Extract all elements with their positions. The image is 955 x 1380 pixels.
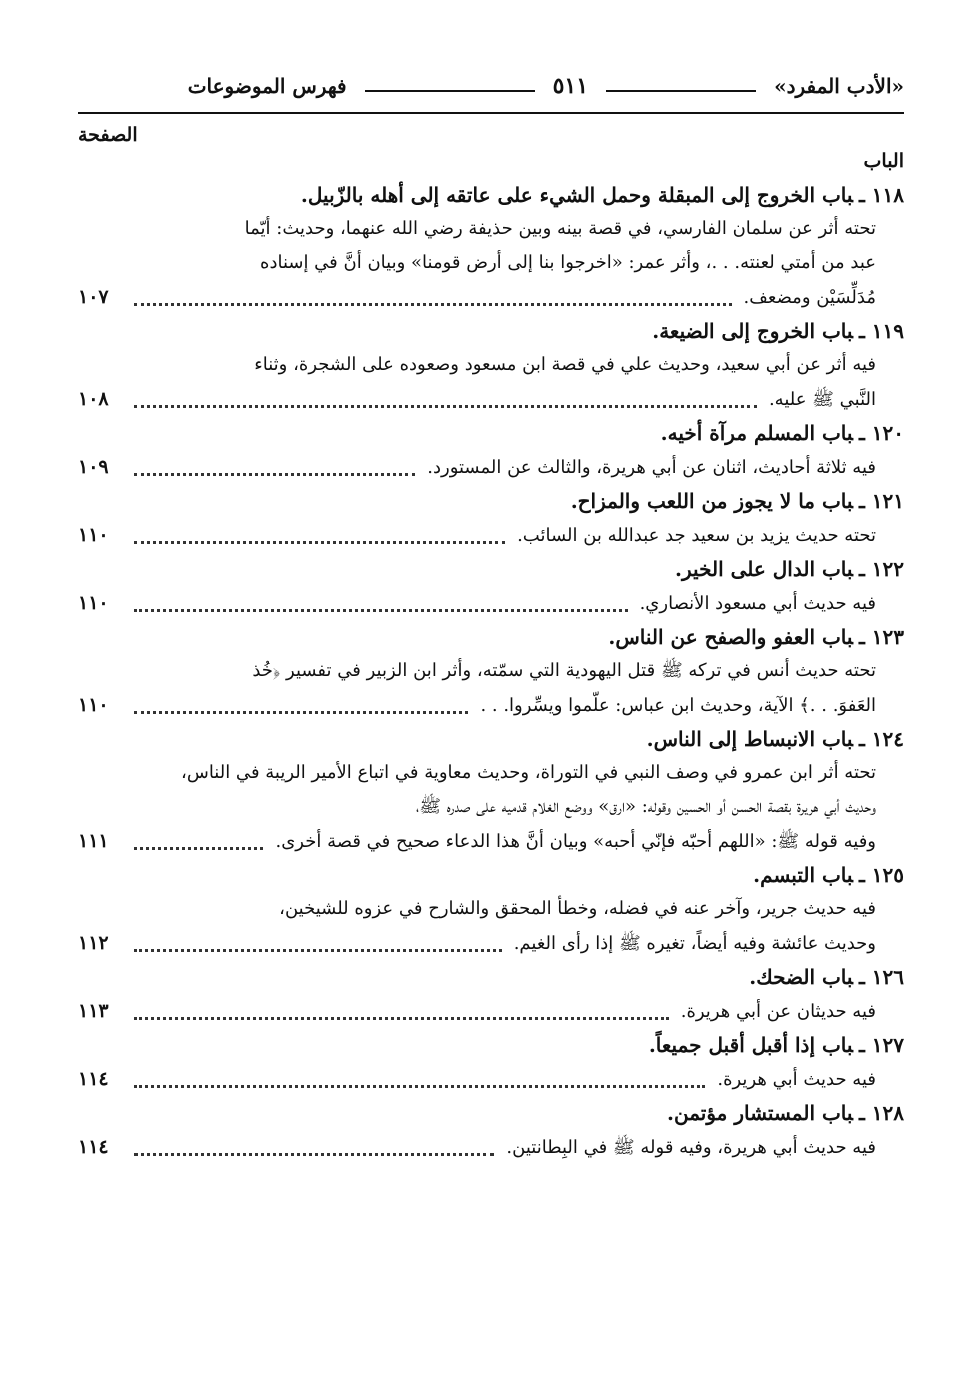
dot-leader: [134, 1085, 705, 1088]
entry-title-text: باب الخروج إلى الضيعة.: [652, 319, 853, 343]
description-text: العَفوَ. . .﴾ الآية، وحديث ابن عباس: علّموا ويسِّروا. . .: [480, 695, 876, 716]
description-last-line: [78, 450, 876, 484]
entry-number: ١٢٨ ـ: [858, 1101, 904, 1125]
index-entry: [78, 1096, 904, 1164]
entry-title-text: باب التبسم.: [753, 863, 853, 887]
entry-description: [78, 348, 904, 416]
dot-leader: [134, 303, 732, 306]
entry-page-number: ١١٤: [78, 1136, 109, 1158]
page-number: ٥١١: [552, 73, 589, 99]
description-text: النَّبي ﷺ عليه.: [768, 389, 876, 410]
description-last-line: [78, 280, 876, 314]
description-text: فيه حديث أبي مسعود الأنصاري.: [639, 593, 876, 614]
entry-title: [78, 620, 904, 654]
entry-number: ١٢٤ ـ: [858, 727, 904, 751]
description-line: فيه أثر عن أبي سعيد، وحديث علي في قصة ابن مسعود وصعوده على الشجرة، وثناء: [254, 354, 876, 375]
description-text: فيه حديث أبي هريرة.: [717, 1069, 876, 1090]
entry-page-number: ١١١: [78, 830, 109, 852]
entry-description: [78, 586, 904, 620]
entry-title: [78, 178, 904, 212]
description-text: وحديث عائشة وفيه أيضاً، تغيره ﷺ إذا رأى الغيم.: [513, 933, 876, 954]
entry-description: [78, 450, 904, 484]
index-entry: [78, 858, 904, 960]
header-line-right: [606, 90, 756, 92]
dot-leader: [134, 847, 263, 850]
entry-number: ١٢٧ ـ: [858, 1033, 904, 1057]
entry-number: ١٢٠ ـ: [858, 421, 904, 445]
entry-description: [78, 1130, 904, 1164]
index-entry: [78, 722, 904, 858]
description-last-line: [78, 1062, 876, 1096]
entry-number: ١٢٣ ـ: [858, 625, 904, 649]
description-last-line: [78, 1130, 876, 1164]
description-last-line: [78, 994, 876, 1028]
description-last-line: [78, 688, 876, 722]
index-entry: [78, 416, 904, 484]
description-text: وفيه قوله ﷺ: «اللهم أحبّه فإنّي أحبه» وبيان أنَّ هذا الدعاء صحيح في قصة أخرى.: [275, 831, 876, 852]
running-header: [78, 66, 904, 106]
description-line: تحته أثر ابن عمرو في وصف النبي في التوراة، وحديث معاوية في اتباع الأمير الريبة في الناس،: [181, 762, 876, 783]
book-title: «الأدب المفرد»: [774, 74, 904, 98]
dot-leader: [134, 949, 502, 952]
entry-number: ١١٨ ـ: [858, 183, 904, 207]
entry-page-number: ١١٠: [78, 694, 109, 716]
entry-page-number: ١١٠: [78, 524, 109, 546]
dot-leader: [134, 1017, 669, 1020]
entry-title-text: باب العفو والصفح عن الناس.: [608, 625, 853, 649]
description-line: تحته حديث أنس في تركه ﷺ قتل اليهودية التي سمّته، وأثر ابن الزبير في تفسير ﴿خُذ: [252, 660, 876, 681]
description-last-line: [78, 926, 876, 960]
entry-description: [78, 212, 904, 314]
entry-page-number: ١١٤: [78, 1068, 109, 1090]
description-text: تحته حديث يزيد بن سعيد جد عبدالله بن السائب.: [517, 525, 876, 546]
description-last-line: [78, 824, 876, 858]
entry-page-number: ١٠٩: [78, 456, 109, 478]
description-line: عبد من أمتي لعنته. . .، وأثر عمر: «اخرجوا بنا إلى أرض قومنا» وبيان أنَّ في إسناده: [260, 252, 876, 273]
entry-title: [78, 1096, 904, 1130]
entry-number: ١٢٥ ـ: [858, 863, 904, 887]
entry-page-number: ١٠٨: [78, 388, 109, 410]
entry-title: [78, 858, 904, 892]
index-entry: [78, 314, 904, 416]
entry-description: [78, 994, 904, 1028]
entry-title: [78, 484, 904, 518]
section-title: فهرس الموضوعات: [187, 74, 347, 98]
entry-title-text: باب إذا أقبل أقبل جميعاً.: [648, 1033, 853, 1057]
entry-title-text: باب الدال على الخير.: [675, 557, 853, 581]
entry-title: [78, 314, 904, 348]
entry-title-text: باب ما لا يجوز من اللعب والمزاح.: [570, 489, 853, 513]
dot-leader: [134, 473, 415, 476]
entry-title: [78, 416, 904, 450]
entry-title-text: باب الانبساط إلى الناس.: [646, 727, 853, 751]
column-headers: [78, 124, 904, 172]
description-last-line: [78, 518, 876, 552]
index-page: [78, 66, 904, 1164]
entry-title-text: باب المسلم مرآة أخيه.: [660, 421, 853, 445]
entry-title: [78, 960, 904, 994]
entry-description: [78, 756, 904, 858]
entry-title: [78, 722, 904, 756]
entry-title-text: باب الضحك.: [749, 965, 853, 989]
description-last-line: [78, 586, 876, 620]
entry-title: [78, 1028, 904, 1062]
entry-description: [78, 654, 904, 722]
description-line: وحديث أبي هريرة بقصة الحسن أو الحسين وقوله: «ارق» ووضع الغلام قدميه على صدره ﷺ،: [415, 796, 876, 817]
header-rule: [78, 112, 904, 114]
page-column-heading: الصفحة: [78, 124, 138, 146]
index-entry: [78, 178, 904, 314]
entry-page-number: ١١٠: [78, 592, 109, 614]
entry-description: [78, 1062, 904, 1096]
entry-number: ١٢٢ ـ: [858, 557, 904, 581]
description-line: فيه حديث جرير، وآخر عنه في فضله، وخطأ المحقق والشارح في عزوه للشيخين،: [279, 898, 876, 919]
description-text: مُدَلِّسَيْن ومضعف.: [743, 287, 876, 308]
dot-leader: [134, 405, 757, 408]
index-entry: [78, 1028, 904, 1096]
dot-leader: [134, 609, 628, 612]
entry-title-text: باب الخروج إلى المبقلة وحمل الشيء على عاتقه إلى أهله بالزّبيل.: [300, 183, 853, 207]
header-line-left: [365, 90, 535, 92]
entry-number: ١٢٦ ـ: [858, 965, 904, 989]
entry-number: ١١٩ ـ: [858, 319, 904, 343]
description-text: فيه حديثان عن أبي هريرة.: [680, 1001, 876, 1022]
entry-page-number: ١١٢: [78, 932, 109, 954]
chapter-column-heading: الباب: [863, 150, 904, 172]
index-entry: [78, 552, 904, 620]
dot-leader: [134, 1153, 494, 1156]
dot-leader: [134, 541, 505, 544]
description-text: فيه حديث أبي هريرة، وفيه قوله ﷺ في البِطانتين.: [506, 1137, 876, 1158]
entry-title: [78, 552, 904, 586]
index-entry: [78, 620, 904, 722]
description-text: فيه ثلاثة أحاديث، اثنان عن أبي هريرة، والثالث عن المستورد.: [427, 457, 876, 478]
entry-description: [78, 892, 904, 960]
index-entry: [78, 960, 904, 1028]
entry-page-number: ١٠٧: [78, 286, 109, 308]
description-last-line: [78, 382, 876, 416]
index-entry: [78, 484, 904, 552]
entry-title-text: باب المستشار مؤتمن.: [667, 1101, 853, 1125]
description-line: تحته أثر عن سلمان الفارسي، في قصة بينه وبين حذيفة رضي الله عنهما، وحديث: أيّما: [244, 218, 876, 239]
entries-list: [78, 178, 904, 1164]
entry-number: ١٢١ ـ: [858, 489, 904, 513]
dot-leader: [134, 711, 468, 714]
entry-description: [78, 518, 904, 552]
entry-page-number: ١١٣: [78, 1000, 109, 1022]
